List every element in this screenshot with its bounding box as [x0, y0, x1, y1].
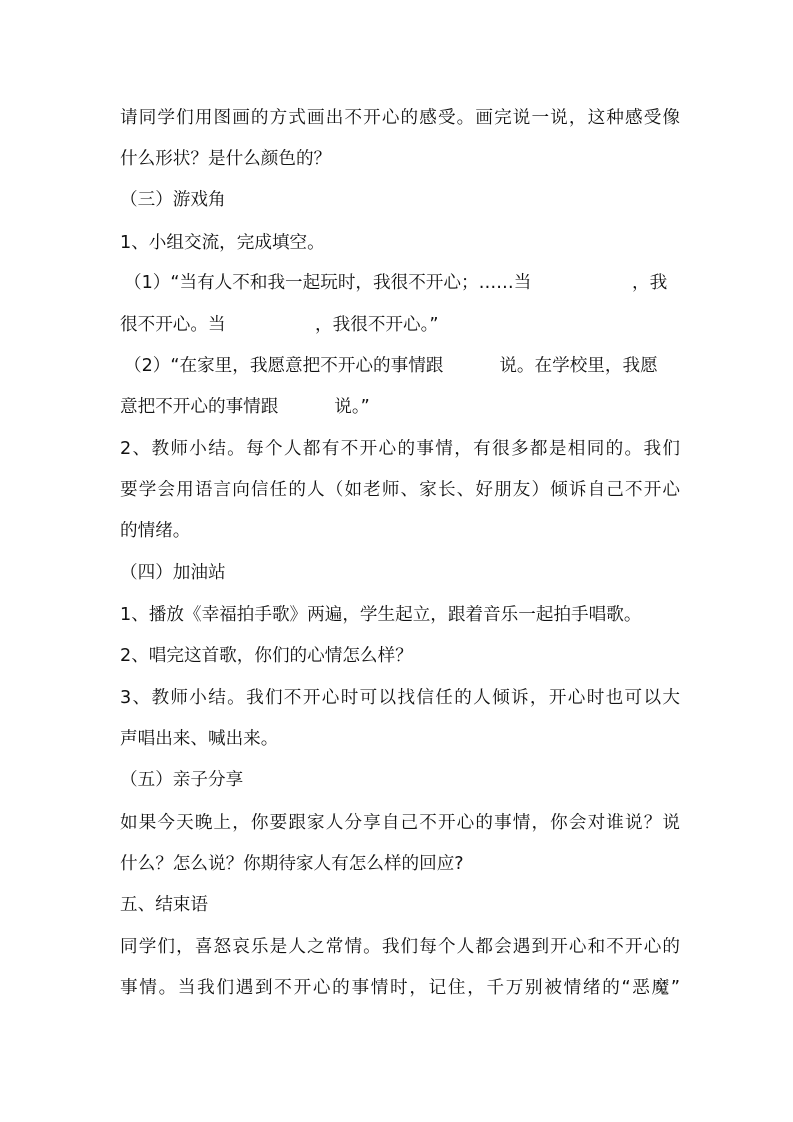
section-heading: 五、结束语	[120, 895, 208, 915]
list-item: 2、教师小结。每个人都有不开心的事情，有很多都是相同的。我们	[120, 439, 680, 459]
section-heading: （五）亲子分享	[120, 770, 244, 790]
fill-in-blank-line: （2）“在家里，我愿意把不开心的事情跟 说。在学校里，我愿	[124, 356, 658, 376]
paragraph-line: 同学们，喜怒哀乐是人之常情。我们每个人都会遇到开心和不开心的	[120, 937, 680, 957]
paragraph-line: 如果今天晚上，你要跟家人分享自己不开心的事情，你会对谁说？说	[120, 813, 680, 833]
paragraph-line: 的情绪。	[120, 521, 191, 541]
fill-in-blank-line: 意把不开心的事情跟 说。”	[120, 397, 370, 417]
section-heading: （四）加油站	[120, 563, 226, 583]
paragraph-line: 什么？怎么说？你期待家人有怎么样的回应?	[120, 854, 464, 874]
fill-in-blank-line: （1）“当有人不和我一起玩时，我很不开心；……当 ，我	[124, 273, 668, 293]
list-item: 1、小组交流，完成填空。	[120, 233, 325, 253]
list-item: 2、唱完这首歌，你们的心情怎么样？	[120, 646, 413, 666]
paragraph-line: 什么形状？是什么颜色的？	[120, 149, 332, 169]
paragraph-line: 声唱出来、喊出来。	[120, 729, 279, 749]
fill-in-blank-line: 很不开心。当 ，我很不开心。”	[120, 315, 439, 335]
list-item: 1、播放《幸福拍手歌》两遍，学生起立，跟着音乐一起拍手唱歌。	[120, 605, 642, 625]
paragraph-line: 事情。当我们遇到不开心的事情时，记住，千万别被情绪的“恶魔”	[120, 978, 680, 998]
section-heading: （三）游戏角	[120, 190, 226, 210]
list-item: 3、教师小结。我们不开心时可以找信任的人倾诉，开心时也可以大	[120, 688, 680, 708]
paragraph-line: 请同学们用图画的方式画出不开心的感受。画完说一说，这种感受像	[120, 108, 680, 128]
paragraph-line: 要学会用语言向信任的人（如老师、家长、好朋友）倾诉自己不开心	[120, 480, 680, 500]
